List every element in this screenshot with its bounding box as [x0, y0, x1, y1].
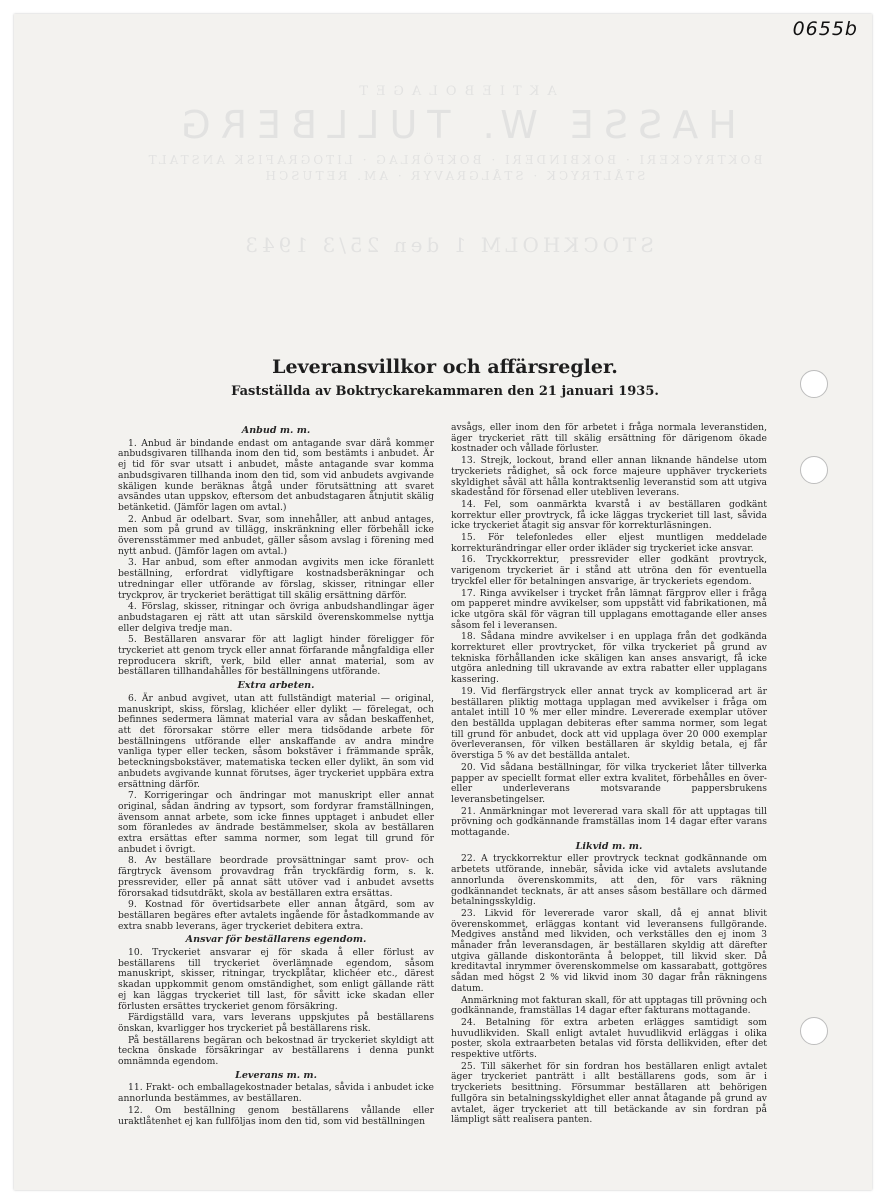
paragraph: 2. Anbud är odelbart. Svar, som innehåller, att anbud antages, men som på grund av tillägg, inskränkning eller förbehåll icke överensstämmer med anbudet, gäller såsom avslag i förening med nytt anbud. (Jämför lagen om avtal.) — [118, 513, 434, 557]
letterhead-line-4: STÅLTRYCK · STÅLGRAVYR · AM. RETUSCH — [262, 169, 646, 183]
document-subtitle: Fastställda av Boktryckarekammaren den 21 januari 1935. — [231, 384, 659, 399]
paragraph: 5. Beställaren ansvarar för att lagligt hinder föreligger för tryckeriet att genom tryck eller annat förfarande mångfaldiga eller reproducera skrift, verk, bild eller annat material, som av beställaren tillhandahålles för beställningens utförande. — [118, 634, 434, 678]
right-column — [451, 423, 767, 1127]
paragraph: 14. Fel, som oanmärkta kvarstå i av beställaren godkänt korrektur eller provtryck, få icke läggas tryckeriet till last, såvida icke tryckeriet åtagit sig ansvar för korrekturläsningen. — [451, 498, 767, 532]
paragraph: 25. Till säkerhet för sin fordran hos beställaren enligt avtalet äger tryckeriet panträtt i allt beställarens gods, som är i tryckeriets besittning. Försummar beställaren att behörigen fullgöra sin betalningsskyldighet eller annat åtagande på grund av avtalet, äger tryckeriet att till betäckande av sin fordran på lämpligt sätt realisera panten. — [451, 1060, 767, 1126]
section-heading: Leverans m. m. — [235, 1069, 317, 1081]
paragraph: På beställarens begäran och bekostnad är tryckeriet skyldigt att teckna önskade försäkringar av beställarens i denna punkt omnämnda egendom. — [118, 1034, 434, 1068]
document-title: Leveransvillkor och affärsregler. — [272, 356, 618, 378]
paragraph: 10. Tryckeriet ansvarar ej för skada å eller förlust av beställarens till tryckeriet överlämnade egendom, såsom manuskript, skisser, ritningar, tryckplåtar, klichéer etc., därest skadan uppkommit genom omständighet, som enligt gällande rätt ej kan läggas tryckeriet till last, för såvitt icke skadan eller förlusten ersättes tryckeriet genom försäkring. — [118, 947, 434, 1012]
paragraph: 1. Anbud är bindande endast om antagande svar därå kommer anbudsgivaren tillhanda inom den tid, som bestämts i anbudet. Är ej tid för svar utsatt i anbudet, måste antagande svar komma anbudsgivaren tillhanda inom den tid, som vid anbudets avgivande skäligen kunde beräknas åtgå under förutsättning att svaret avsändes utan uppskov, eftersom det anbudstagaren åtnjutit skälig betänketid. (Jämför lagen om avtal.) — [118, 437, 434, 513]
section-heading: Ansvar för beställarens egendom. — [185, 934, 367, 946]
paragraph: 20. Vid sådana beställningar, för vilka tryckeriet låter tillverka papper av speciellt format eller extra kvalitet, förbehålles en över- eller underleverans motsvarande pappersbrukens leveransbetingelser. — [451, 761, 767, 805]
paragraph: 19. Vid flerfärgstryck eller annat tryck av komplicerad art är beställaren pliktig mottaga upplagan med avvikelser i fråga om antalet intill 10 % mer eller mindre. Levererade exemplar utöver den beställda upplagan debiteras efter samma normer, som legat till grund för anbudet, dock att vid upplaga över 20 000 exemplar överleveransen, för vilken beställaren är skyldig betala, ej får överstiga 5 % av det beställda antalet. — [451, 685, 767, 762]
letterhead-place-date: STOCKHOLM 1 den 25/3 1943 — [241, 233, 654, 257]
paragraph: 21. Anmärkningar mot levererad vara skall för att upptagas till prövning och godkännande framställas inom 14 dagar efter varans mottagande. — [451, 805, 767, 839]
letterhead-company-name: HASSE W. TULLBERG — [171, 103, 737, 147]
punch-hole — [800, 1017, 828, 1045]
section-heading: Extra arbeten. — [237, 680, 315, 692]
paragraph: 13. Strejk, lockout, brand eller annan liknande händelse utom tryckeriets rådighet, så ock force majeure upphäver tryckeriets skyldighet såväl att hålla kontraktsenlig leveranstid som att utgiva skadestånd för försenad eller utebliven leverans. — [451, 455, 767, 499]
paragraph: 7. Korrigeringar och ändringar mot manuskript eller annat original, sådan ändring av typsort, som fordyrar framställningen, ävensom annat arbete, som icke finnes upptaget i anbudet eller som föranledes av ändrade bestämmelser, skola av beställaren extra ersättas efter samma normer, som legat till grund för anbudet i övrigt. — [118, 790, 434, 855]
punch-hole — [800, 456, 828, 484]
paragraph: 6. Är anbud avgivet, utan att fullständigt material — original, manuskript, skiss, förslag, klichéer eller dylikt — förelegat, och befinnes sedermera lämnat material vara av sådan beskaffenhet, att det förorsakar större eller mera tidsödande arbete för beställningens utförande eller anskaffande av andra mindre vanliga typer eller tecken, såsom bokstäver i främmande språk, beteckningsbokstäver, matematiska tecken eller dylikt, än som vid anbudets avgivande kunnat förutses, äger tryckeriet uppbära extra ersättning därför. — [118, 692, 434, 790]
paragraph: Anmärkning mot fakturan skall, för att upptagas till prövning och godkännande, framställas 14 dagar efter fakturans mottagande. — [451, 994, 767, 1017]
section-heading: Anbud m. m. — [241, 425, 311, 436]
paragraph: 3. Har anbud, som efter anmodan avgivits men icke föranlett beställning, erfordrat vidlyftigare kostnadsberäkningar och utredningar eller utförande av förslag, skisser, ritningar eller tryckprov, är tryckeriet berättigat till skälig ersättning därför. — [118, 557, 434, 601]
letterhead-line-1: AKTIEBOLAGET — [351, 84, 557, 99]
paragraph: 23. Likvid för levererade varor skall, då ej annat blivit överenskommet, erläggas kontant vid leveransens fullgörande. Medgives anstånd med likviden, och verkställes den ej inom 3 månader från leveransdagen, är beställaren skyldig att därefter utgiva gällande diskontoränta å beloppet, till likvid sker. Då kreditavtal inrymmer överenskommelse om kassarabatt, gottgöres sådan med högst 2 % vid likvid inom 30 dagar från räkningens datum. — [451, 907, 767, 994]
paragraph: 9. Kostnad för övertidsarbete eller annan åtgärd, som av beställaren begäres efter avtalets ingående för åstadkommande av extra snabb leverans, äger tryckeriet debitera extra. — [118, 899, 434, 932]
letterhead-bleedthrough — [134, 84, 774, 257]
left-column — [118, 423, 434, 1128]
paragraph: 15. För telefonledes eller eljest muntligen meddelade korrekturändringar eller order ikläder sig tryckeriet icke ansvar. — [451, 532, 767, 554]
paragraph: 16. Tryckkorrektur, pressrevider eller godkänt provtryck, varigenom tryckeriet är i stånd att utröna den för eventuella tryckfel eller för betalningen ansvarige, är tryckeriets egendom. — [451, 554, 767, 587]
paragraph: 12. Om beställning genom beställarens vållande eller uraktlåtenhet ej kan fullföljas inom den tid, som vid beställningen — [118, 1104, 434, 1127]
section-heading: Likvid m. m. — [575, 840, 643, 852]
letterhead-line-3: BOKTRYCKERI · BOKBINDERI · BOKFÖRLAG · LITOGRAFISK ANSTALT — [145, 153, 763, 167]
paragraph: 11. Frakt- och emballagekostnader betalas, såvida i anbudet icke annorlunda bestämmes, av beställaren. — [118, 1082, 434, 1105]
paragraph: Färdigställd vara, vars leverans uppskjutes på beställarens önskan, kvarligger hos tryckeriet på beställarens risk. — [118, 1012, 434, 1034]
paragraph: 22. A tryckkorrektur eller provtryck tecknat godkännande om arbetets utförande, innebär, såvida icke vid avtalets avslutande annorlunda överenskommits, att den, för vars räkning godkännandet tecknats, är att anses såsom beställare och därmed betalningsskyldig. — [451, 853, 767, 908]
handwritten-number: 0655b — [792, 18, 858, 40]
paragraph: 24. Betalning för extra arbeten erlägges samtidigt som huvudlikviden. Skall enligt avtalet huvudlikvid erläggas i olika poster, skola extraarbeten betalas vid första dellikviden, efter det respektive utförts. — [451, 1016, 767, 1061]
paragraph: 4. Förslag, skisser, ritningar och övriga anbudshandlingar äger anbudstagaren ej rätt att utan särskild överenskommelse nyttja eller delgiva tredje man. — [118, 601, 434, 634]
paragraph: 8. Av beställare beordrade provsättningar samt prov- och färgtryck ävensom provavdrag från tryckfärdig form, s. k. pressrevider, eller på annat sätt utöver vad i anbudet avsetts förorsakad tidsutdräkt, skola av beställaren extra ersättas. — [118, 855, 434, 899]
paragraph: 17. Ringa avvikelser i trycket från lämnat färgprov eller i fråga om papperet mindre avvikelser, som uppstått vid fabrikationen, må icke utgöra skäl för vägran till upplagans emottagande eller anses såsom fel i leveransen. — [451, 587, 767, 631]
paragraph: avsågs, eller inom den för arbetet i fråga normala leveranstiden, äger tryckeriet rätt till skälig ersättning för därigenom ökade kostnader och vållade förluster. — [451, 422, 767, 455]
paragraph: 18. Sådana mindre avvikelser i en upplaga från det godkända korrekturet eller provtrycket, för vilka tryckeriet på grund av tekniska förhållanden icke skäligen kan anses ansvarigt, få icke utgöra anledning till ukravande av extra rabatter eller upplagans kassering. — [451, 631, 767, 686]
